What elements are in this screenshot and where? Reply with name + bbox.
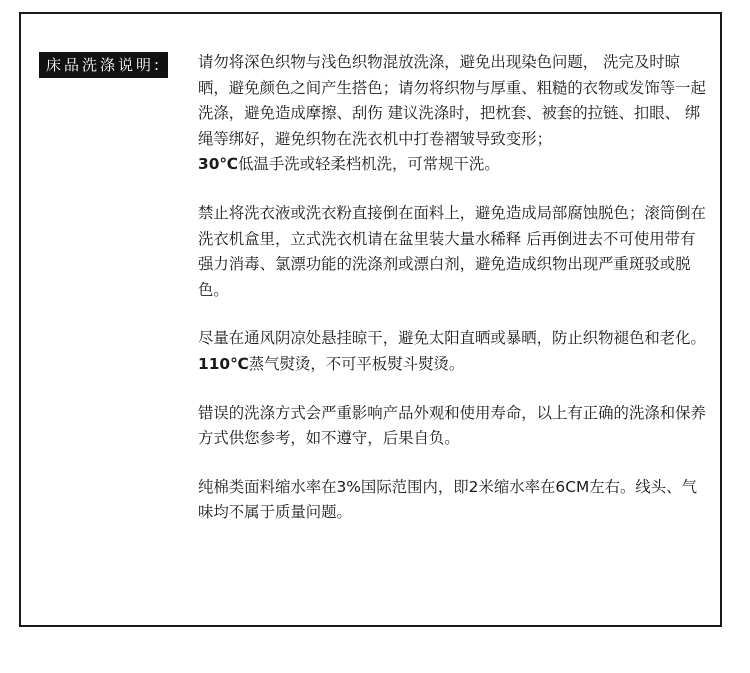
text-line: 110℃蒸气熨烫，不可平板熨斗熨烫。 — [198, 354, 465, 373]
text-line: 30℃低温手洗或轻柔档机洗，可常规干洗。 — [198, 155, 500, 174]
text-line: 尽量在通风阴凉处悬挂晾干，避免太阳直晒或暴晒，防止织物褪色和老化。 — [198, 329, 706, 348]
paragraph-color-separation — [198, 50, 708, 178]
paragraph-detergent — [198, 201, 708, 303]
instructions-body — [198, 50, 708, 549]
temperature-value: 30℃ — [198, 155, 239, 174]
text-line: 错误的洗涤方式会严重影响产品外观和使用寿命，以上有正确的洗涤和保养方式供您参考，如不遵守，后果自负。 — [198, 403, 706, 448]
paragraph-shrinkage — [198, 475, 708, 526]
section-label: 床品洗涤说明: — [39, 52, 168, 78]
text-line: 请勿将深色织物与浅色织物混放洗涤，避免出现染色问题， 洗完及时晾晒，避免颜色之间产生搭色；请勿将织物与厚重、粗糙的衣物或发饰等一起洗涤，避免造成摩擦、刮伤 建议洗涤时，把枕套、被套的拉链、扣眼、 绑绳等绑好，避免织物在洗衣机中打卷褶皱导致变形； — [198, 53, 706, 148]
paragraph-drying — [198, 326, 708, 377]
text-line: 禁止将洗衣液或洗衣粉直接倒在面料上，避免造成局部腐蚀脱色；滚筒倒在洗衣机盒里，立式洗衣机请在盆里装大量水稀释 后再倒进去不可使用带有强力消毒、氯漂功能的洗涤剂或漂白剂，避免造成织物出现严重斑驳或脱色。 — [198, 203, 706, 299]
ironing-temperature-value: 110℃ — [198, 354, 249, 373]
paragraph-warning — [198, 401, 708, 452]
text-line: 纯棉类面料缩水率在3%国际范围内，即2米缩水率在6CM左右。线头、气味均不属于质量问题。 — [198, 477, 697, 522]
